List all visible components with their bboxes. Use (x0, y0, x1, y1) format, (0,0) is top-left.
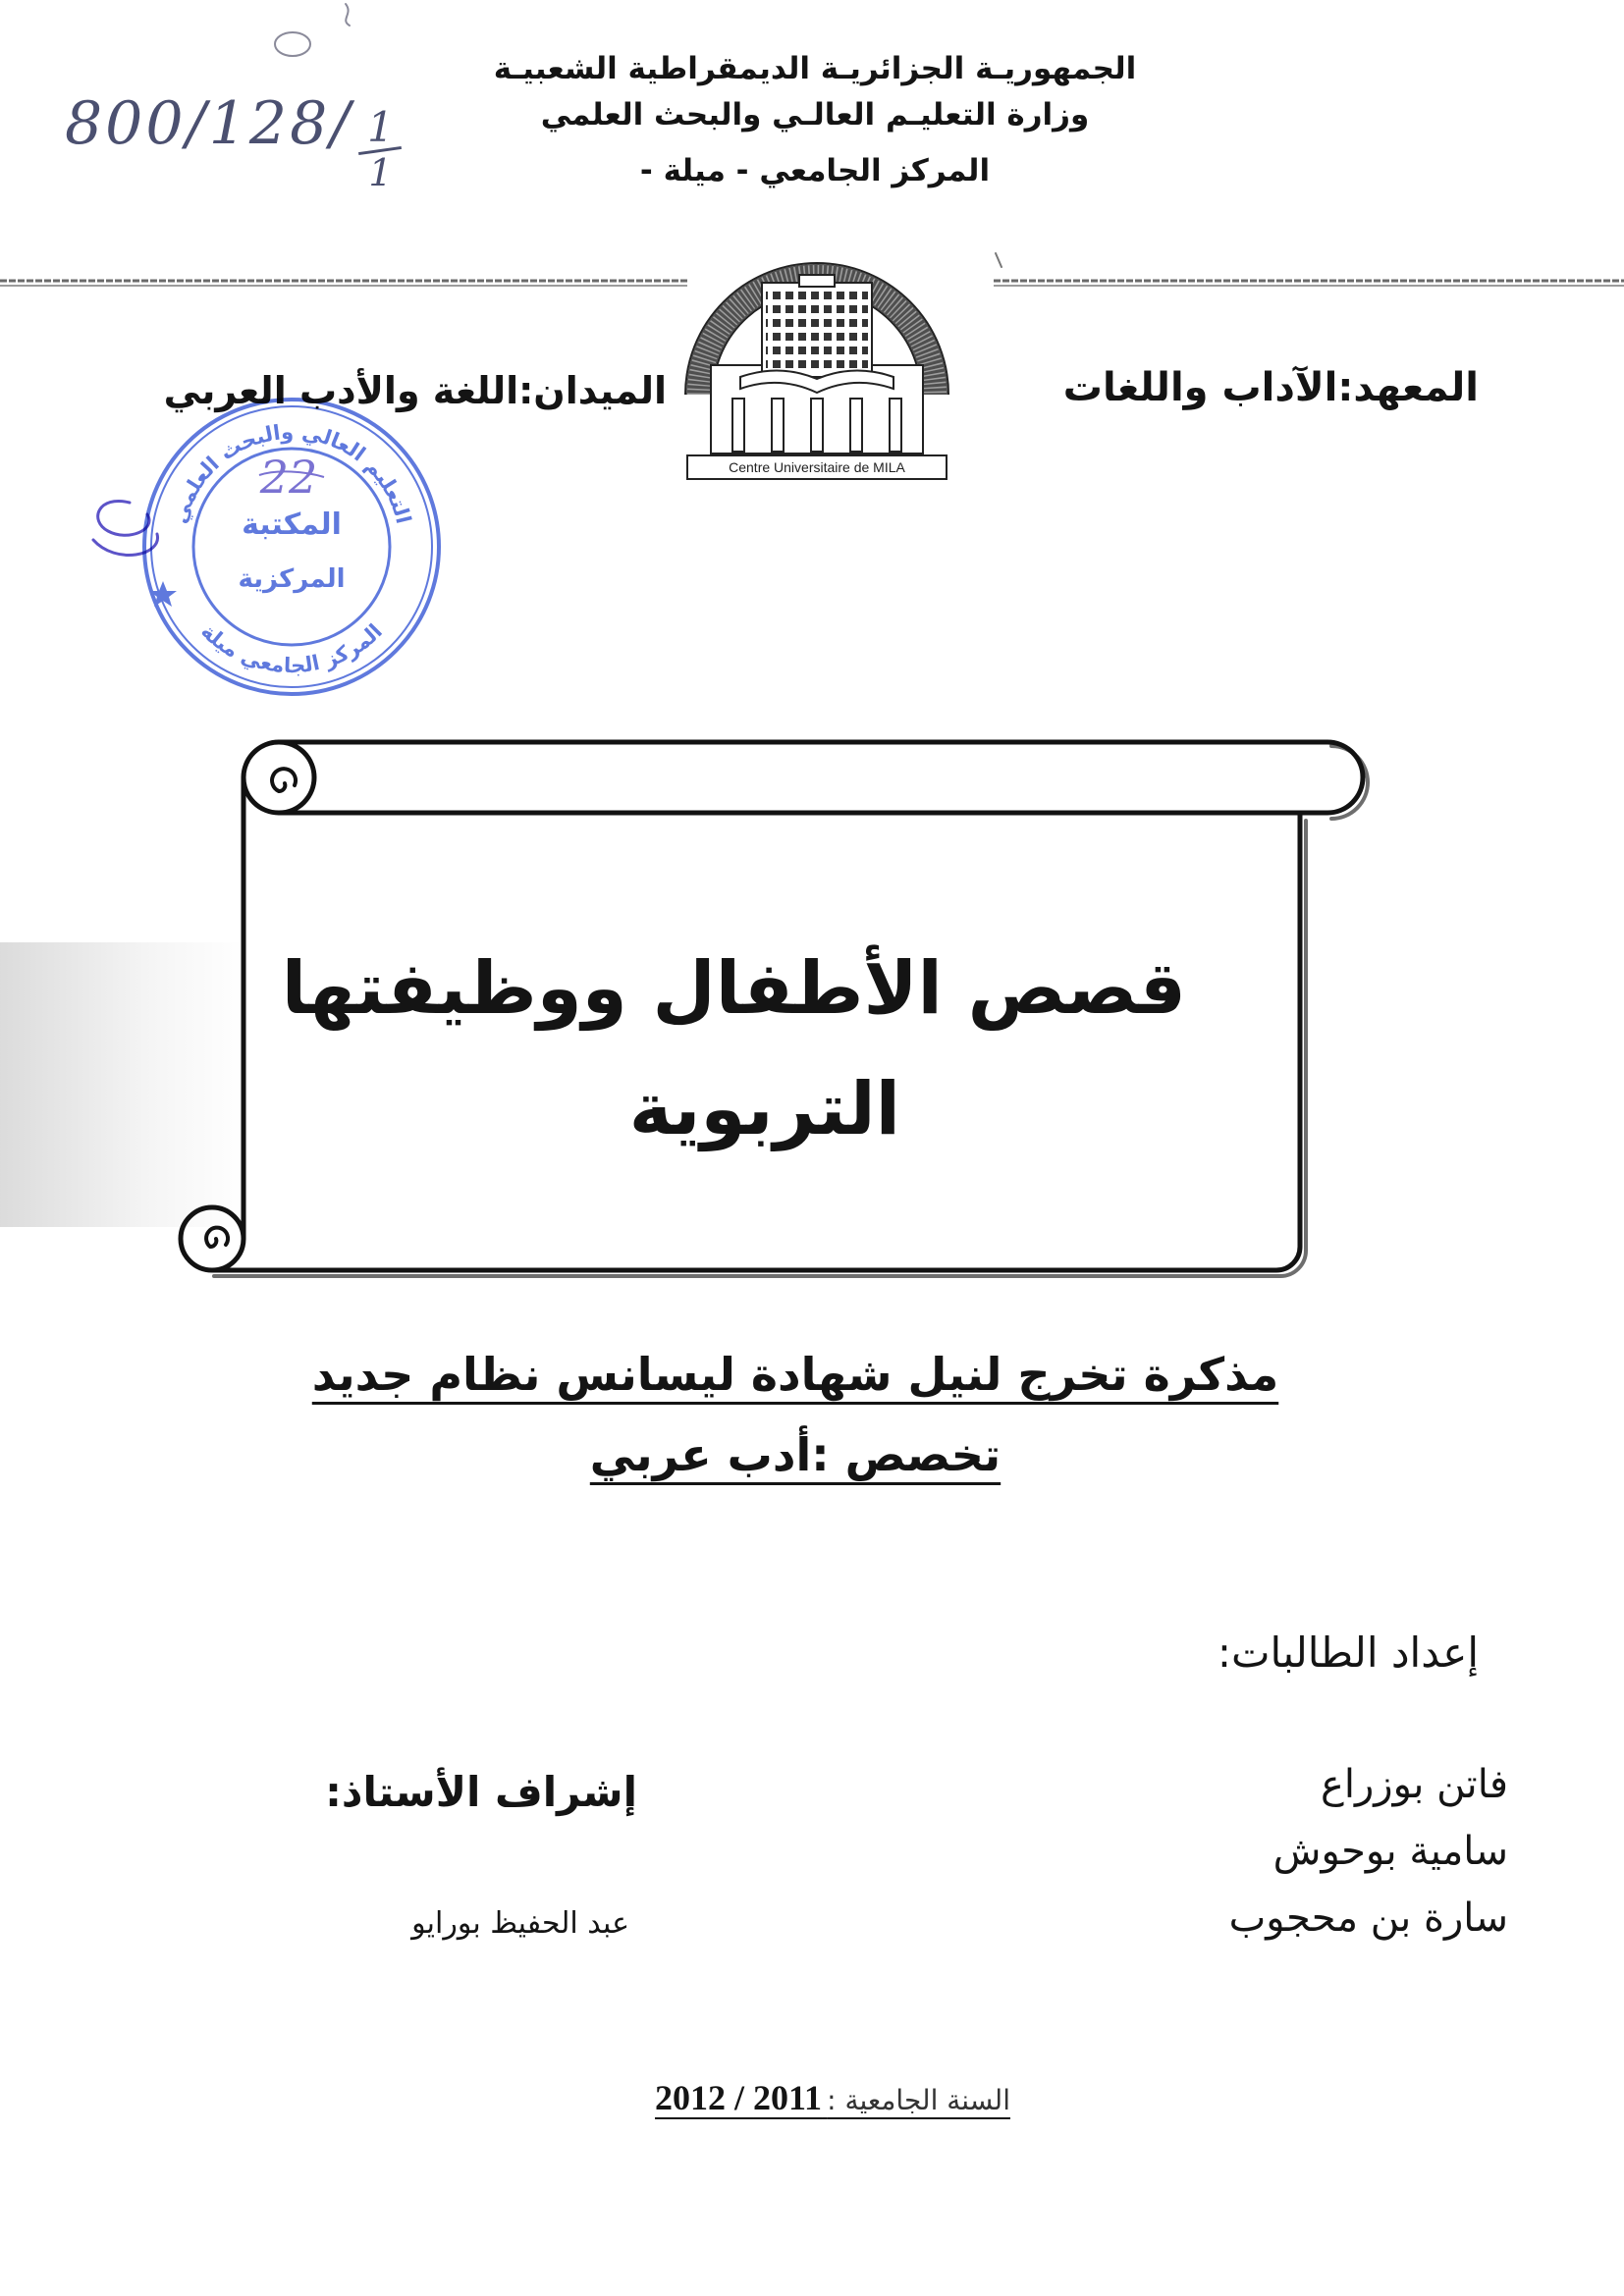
supervisor-name: عبد الحفيظ بورايو (411, 1906, 629, 1941)
logo-caption: Centre Universitaire de MILA (729, 459, 905, 475)
svg-text:المركز الجامعي ميلة (196, 619, 387, 677)
thesis-title-line-2: التربوية (628, 1067, 900, 1151)
specialization: تخصص :أدب عربي (589, 1428, 1001, 1481)
call-number-fraction-bottom: 1 (368, 151, 393, 194)
student-name: سارة بن محجوب (1228, 1896, 1508, 1941)
library-stamp (139, 395, 444, 699)
handwritten-call-number (65, 84, 402, 193)
scroll-right-bottom-edge (212, 813, 1300, 1270)
academic-year (655, 2073, 1010, 2129)
academic-year-value: 2011 / 2012 (655, 2078, 823, 2117)
stamp-ring-bottom-text: المركز الجامعي ميلة (195, 618, 388, 678)
supervisor-heading: إشراف الأستاذ: (325, 1768, 637, 1816)
logo-building (762, 275, 872, 377)
republic-name: الجمهوريـة الجزائريـة الديمقراطية الشعبيـة (493, 51, 1137, 86)
stamp-center-line-1: المكتبة (242, 507, 342, 542)
university-logo (681, 247, 952, 483)
ministry-name: وزارة التعليـم العالـي والبحث العلمي (540, 97, 1090, 133)
field-label: الميدان:اللغة والأدب العربي (163, 369, 667, 412)
institute-label: المعهد:الآداب واللغات (1062, 365, 1479, 410)
scan-shadow (0, 942, 245, 1227)
scroll-top-roll (279, 742, 1363, 813)
call-number-main: 800/128/ (65, 89, 353, 158)
academic-year-label: السنة الجامعية : (827, 2084, 1010, 2116)
scroll-top-curl (244, 742, 314, 813)
thesis-title-line-1: قصص الأطفال ووظيفتها (281, 946, 1186, 1031)
call-number-fraction-top: 1 (367, 103, 394, 151)
stamp-handwritten-number: 22 (259, 451, 318, 504)
stamp-ring-top-text: التعليم العالي والبحث العلمي (167, 419, 416, 526)
student-name: سامية بوحوش (1272, 1829, 1508, 1874)
university-center-name: المركز الجامعي - ميلة - (639, 153, 991, 188)
call-number-fraction (358, 103, 402, 194)
student-names-list (1229, 1751, 1508, 1951)
students-heading: إعداد الطالبات: (1217, 1629, 1479, 1677)
student-name: فاتن بوزراع (1320, 1762, 1508, 1807)
degree-statement: مذكرة تخرج لنيل شهادة ليسانس نظام جديد (311, 1348, 1279, 1401)
stamp-center-line-2: المركزية (238, 564, 346, 594)
